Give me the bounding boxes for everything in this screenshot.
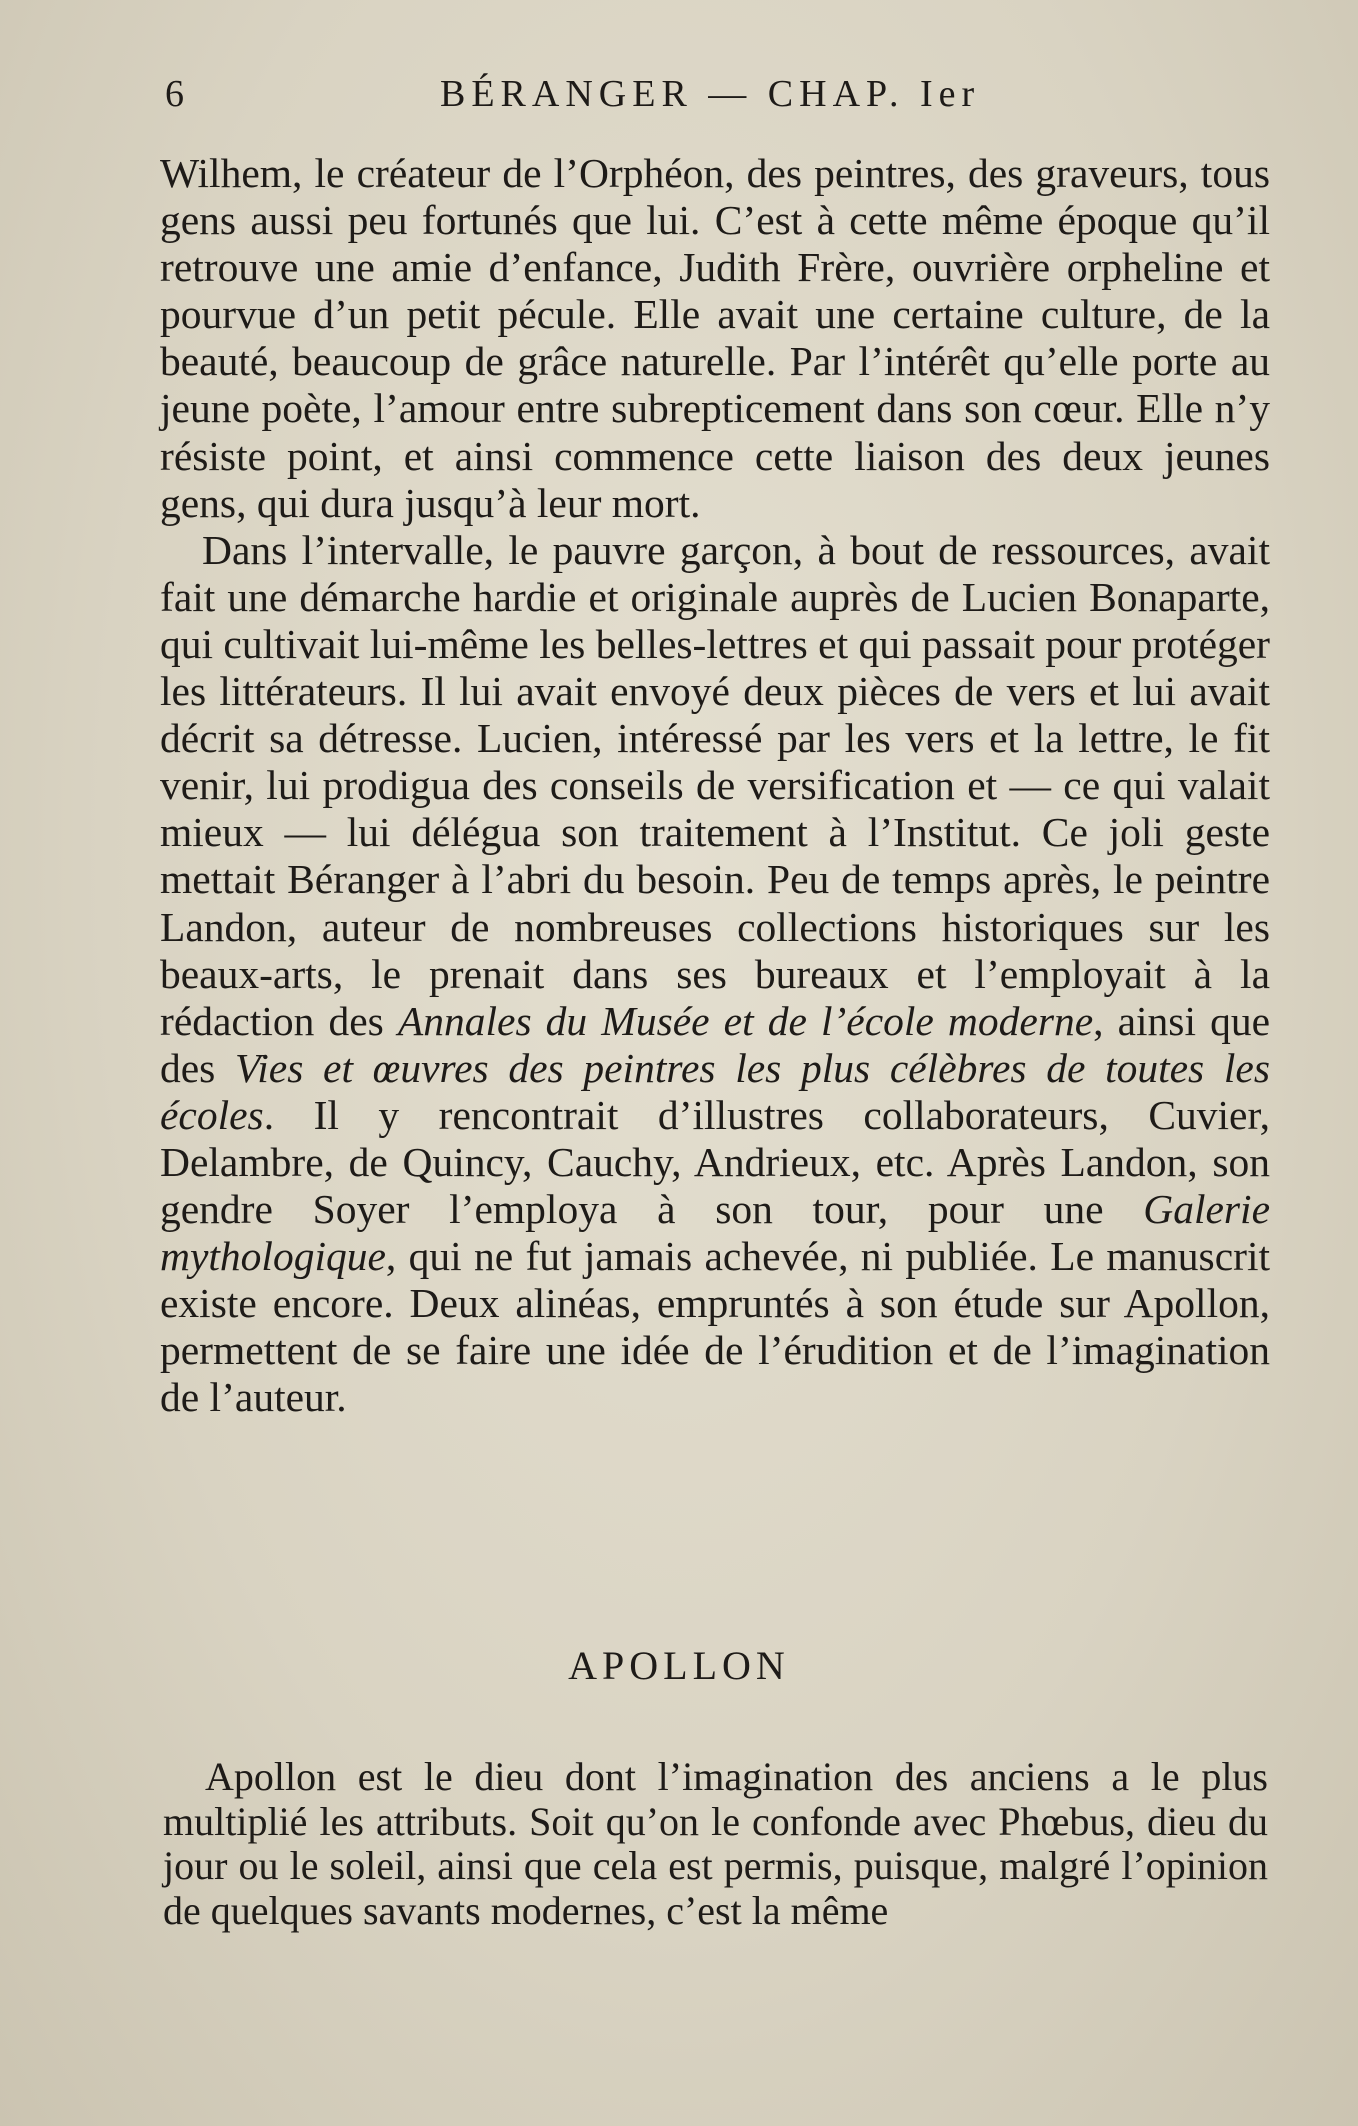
paragraph-2-text-b: , ainsi que des (160, 997, 1270, 1091)
page-header (165, 72, 1265, 132)
paragraph-2-text-a: Dans l’intervalle, le pauvre garçon, à bout de ressources, avait fait une démarche hardie et originale auprès de Lucien Bonaparte, qui cultivait lui-même les belles-lettres et qui passait pour protéger les littérateurs. Il lui avait envoyé deux pièces de vers et lui avait décrit sa détresse. Lucien, intéressé par les vers et la lettre, le fit venir, lui prodigua des conseils de versification et — ce qui valait mieux — lui délégua son traitement à l’Institut. Ce joli geste mettait Béranger à l’abri du besoin. Peu de temps après, le peintre Landon, auteur de nombreuses collections historiques sur les beaux-arts, le prenait dans ses bureaux et l’employait à la rédaction des (160, 526, 1270, 1044)
title-galerie-mythologique: Galerie mythologique (160, 1186, 1270, 1280)
title-annales: Annales du Musée et de l’école moderne (397, 997, 1094, 1044)
section-text (163, 1755, 1268, 1933)
main-text (160, 150, 1270, 1422)
apollon-paragraph: Apollon est le dieu dont l’imagination des anciens a le plus multiplié les attributs. Soit qu’on le confonde avec Phœbus, dieu du jour ou le soleil, ainsi que cela est permis, puisque, malgré l’opinion de quelques savants modernes, c’est la même (163, 1754, 1268, 1933)
paragraph-1: Wilhem, le créateur de l’Orphéon, des peintres, des graveurs, tous gens aussi peu fortunés que lui. C’est à cette même époque qu’il retrouve une amie d’enfance, Judith Frère, ouvrière orpheline et pourvue d’un petit pécule. Elle avait une certaine culture, de la beauté, beaucoup de grâce naturelle. Par l’intérêt qu’elle porte au jeune poète, l’amour entre subrepticement dans son cœur. Elle n’y résiste point, et ainsi commence cette liaison des deux jeunes gens, qui dura jusqu’à leur mort. (160, 150, 1270, 526)
section-title: APOLLON (568, 1643, 790, 1688)
paragraph-2-text-d: , qui ne fut jamais achevée, ni publiée. Le manuscrit existe encore. Deux alinéas, empruntés à son étude sur Apollon, permettent de se faire une idée de l’érudition et de l’imagination de l’auteur. (160, 1233, 1270, 1421)
page-number: 6 (165, 73, 187, 115)
running-head: BÉRANGER — CHAP. Ier (440, 73, 981, 115)
title-vies-et-oeuvres: Vies et œuvres des peintres les plus célèbres de toutes les écoles (160, 1044, 1270, 1138)
paragraph-2-text-c: . Il y rencontrait d’illustres collaborateurs, Cuvier, Delambre, de Quincy, Cauchy, Andrieux, etc. Après Landon, son gendre Soyer l’employa à son tour, pour une (160, 1091, 1270, 1233)
paragraph-2 (160, 527, 1270, 1422)
